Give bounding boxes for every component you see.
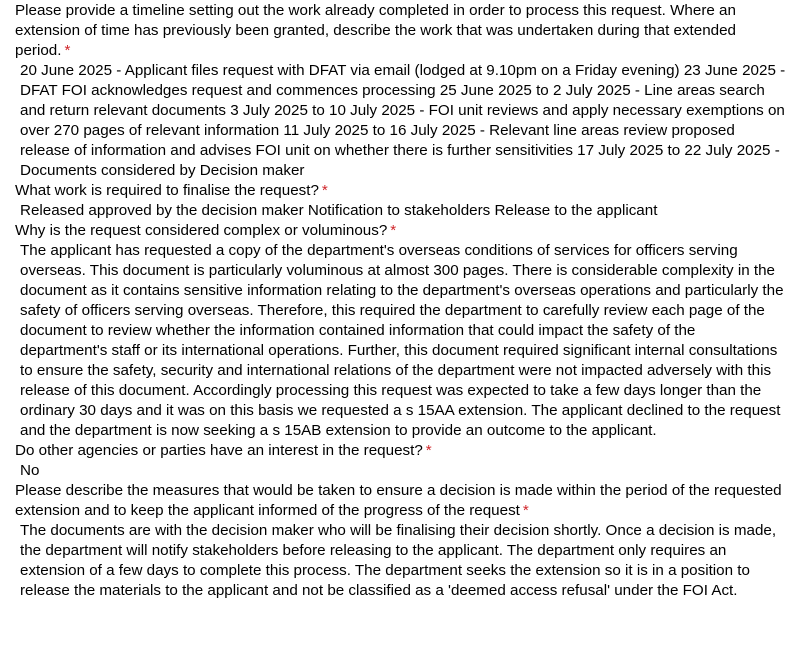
required-asterisk: * bbox=[522, 502, 529, 519]
form-item-other-parties bbox=[15, 441, 786, 481]
question-text: Please provide a timeline setting out the work already completed in order to process this request. Where an extension of time has previously been granted, describe the work that was undertaken during that extended period. bbox=[15, 2, 737, 59]
question-timeline bbox=[15, 1, 786, 61]
required-asterisk: * bbox=[64, 42, 71, 59]
question-complexity bbox=[15, 221, 786, 241]
question-measures bbox=[15, 481, 786, 521]
answer-finalise-work: Released approved by the decision maker Notification to stakeholders Release to the applicant bbox=[20, 202, 658, 219]
answer-other-parties: No bbox=[20, 462, 40, 479]
form-item-timeline bbox=[15, 1, 786, 181]
answer-timeline: 20 June 2025 - Applicant files request with DFAT via email (lodged at 9.10pm on a Friday evening) 23 June 2025 - DFAT FOI acknowledges request and commences processing 25 June 2025 to 2 July 2025 - Line areas search and return relevant documents 3 July 2025 to 10 July 2025 - FOI unit reviews and apply necessary exemptions on over 270 pages of relevant information 11 July 2025 to 16 July 2025 - Relevant line areas review proposed release of information and advises FOI unit on whether there is further sensitivities 17 July 2025 to 22 July 2025 - Documents considered by Decision maker bbox=[20, 62, 786, 179]
question-text: Do other agencies or parties have an interest in the request? bbox=[15, 442, 423, 459]
question-text: What work is required to finalise the request? bbox=[15, 182, 319, 199]
answer-complexity: The applicant has requested a copy of the department's overseas conditions of services for officers serving overseas. This document is particularly voluminous at almost 300 pages. There is considerable complexity in the document as it contains sensitive information relating to the department's overseas operations and particularly the safety of officers serving overseas. Therefore, this required the department to carefully review each page of the document to review whether the information contained information that could impact the safety of the department's staff or its international operations. Further, this document required significant internal consultations to ensure the safety, security and international relations of the department were not impacted adversely with this release of this document. Accordingly processing this request was expected to take a few days longer than the ordinary 30 days and it was on this basis we requested a s 15AA extension. The applicant declined to the request and the department is now seeking a s 15AB extension to provide an outcome to the applicant. bbox=[20, 242, 784, 439]
form-item-complexity bbox=[15, 221, 786, 441]
answer-measures: The documents are with the decision maker who will be finalising their decision shortly. Once a decision is made, the department will notify stakeholders before releasing to the applicant. The department only requires an extension of a few days to complete this process. The department seeks the extension so it is in a position to release the materials to the applicant and not be classified as a 'deemed access refusal' under the FOI Act. bbox=[20, 522, 777, 599]
required-asterisk: * bbox=[390, 222, 397, 239]
required-asterisk: * bbox=[321, 182, 328, 199]
question-finalise-work bbox=[15, 181, 786, 201]
question-text: Please describe the measures that would be taken to ensure a decision is made within the period of the requested extension and to keep the applicant informed of the progress of the request bbox=[15, 482, 782, 519]
question-other-parties bbox=[15, 441, 786, 461]
question-text: Why is the request considered complex or voluminous? bbox=[15, 222, 388, 239]
required-asterisk: * bbox=[425, 442, 432, 459]
form-item-finalise-work bbox=[15, 181, 786, 221]
form-item-measures bbox=[15, 481, 786, 601]
